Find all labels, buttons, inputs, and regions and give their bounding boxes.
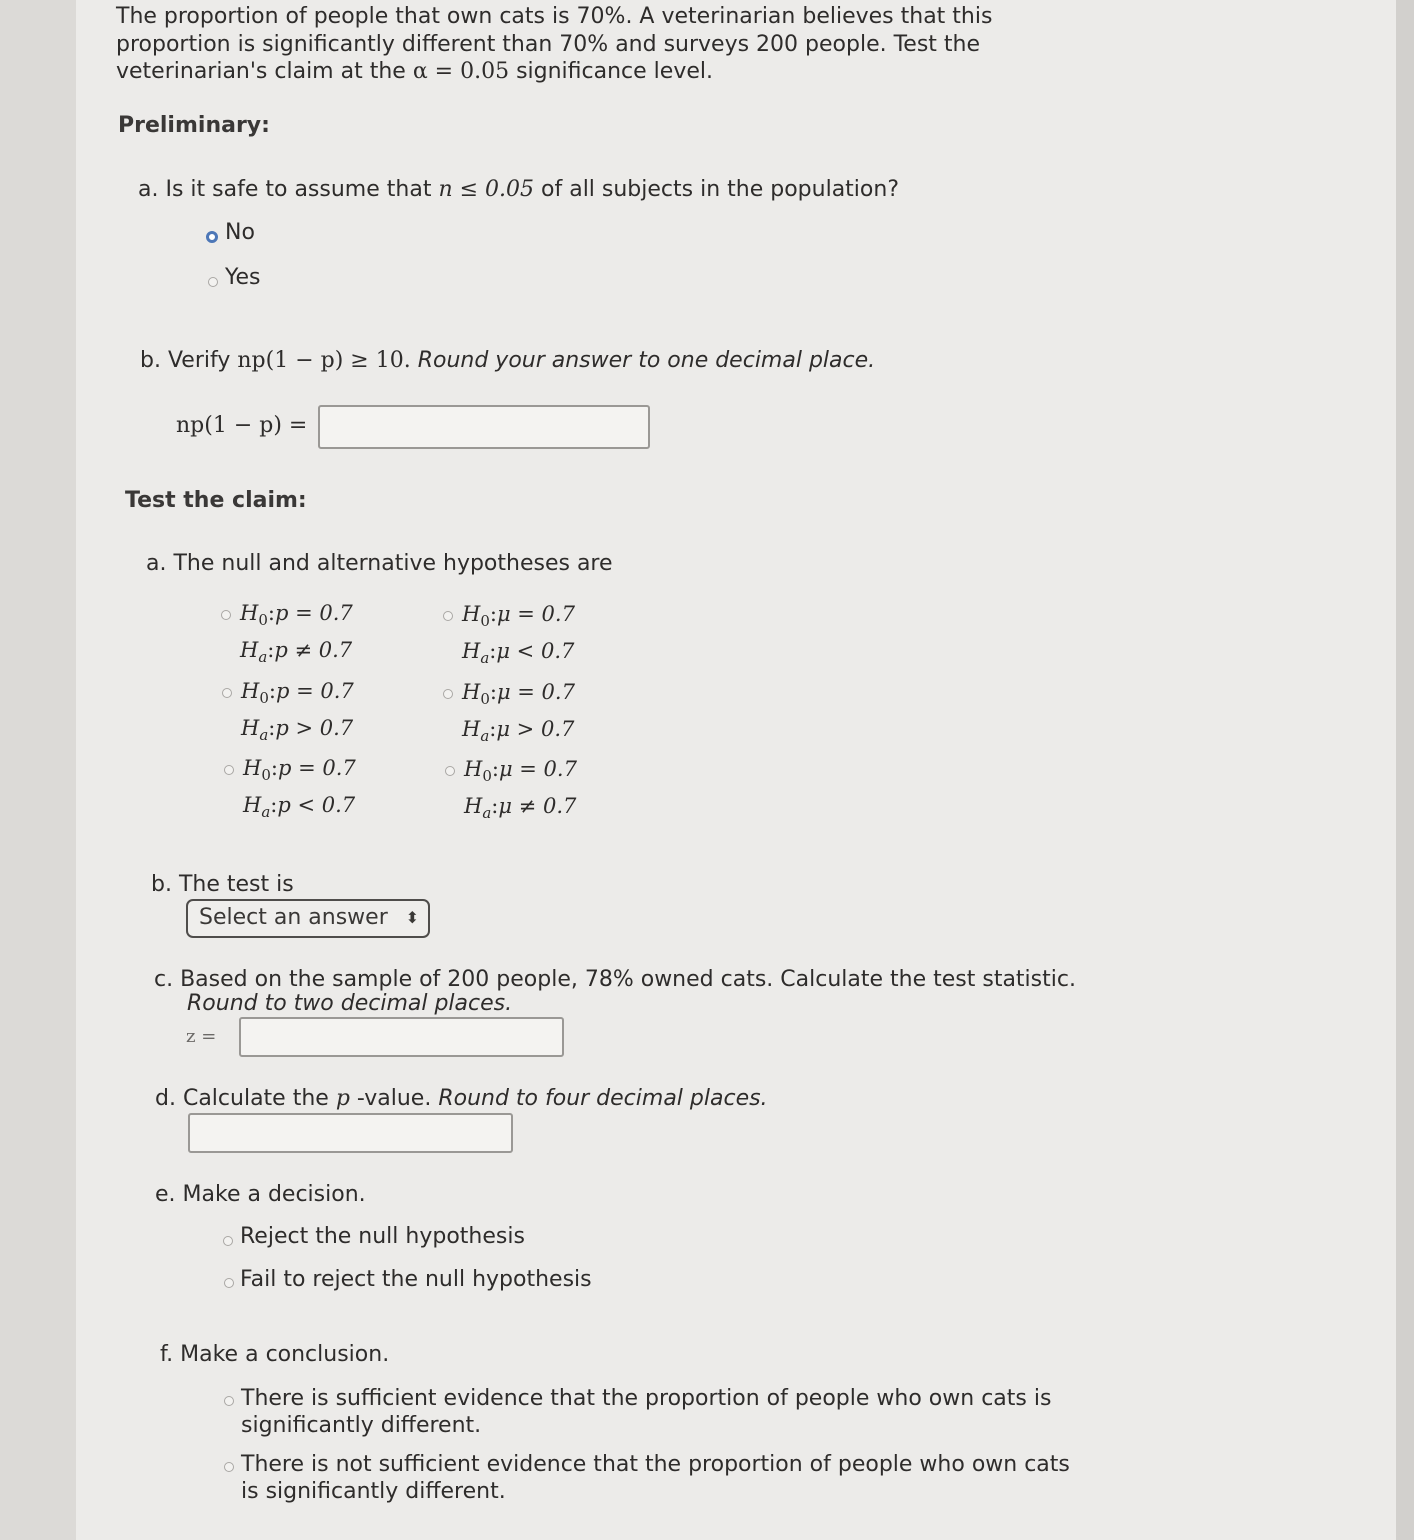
test-claim-heading: Test the claim: [125, 488, 307, 513]
hyp-4-h0: $H_0:\mu = 0.7$ [462, 680, 575, 709]
radio-sufficient[interactable] [224, 1396, 234, 1406]
hyp-option-4[interactable] [462, 677, 575, 751]
hyp-option-2-radio[interactable] [443, 611, 453, 621]
prelim-a-text-pre: Is it safe to assume that [165, 177, 439, 202]
test-d-text-mid: -value. [349, 1086, 439, 1111]
prelim-b-instruction: Round your answer to one decimal place. [417, 348, 876, 373]
alpha-level: α = 0.05 [412, 59, 510, 84]
question-line-3-pre: veterinarian's claim at the [116, 59, 413, 84]
radio-reject[interactable] [223, 1236, 233, 1246]
radio-no-label[interactable]: No [225, 220, 255, 245]
test-a-question [146, 550, 613, 577]
prelim-b-label: b. [140, 348, 161, 373]
test-d-instruction: Round to four decimal places. [438, 1086, 768, 1111]
prelim-a-math: n ≤ 0.05 [438, 177, 535, 202]
hyp-1-ha: $H_a:p \ne 0.7$ [240, 638, 353, 667]
test-e-text: Make a decision. [182, 1182, 366, 1207]
hyp-option-4-radio[interactable] [443, 689, 453, 699]
sufficient-line1: There is sufficient evidence that the proportion of people who own cats is [241, 1386, 1052, 1411]
hyp-option-1-radio[interactable] [221, 610, 231, 620]
test-b-question [151, 871, 294, 898]
page-edge [1396, 0, 1414, 1540]
hyp-6-ha: $H_a:\mu \ne 0.7$ [464, 794, 577, 823]
hyp-4-ha: $H_a:\mu > 0.7$ [462, 717, 575, 746]
prelim-b-question [140, 347, 875, 374]
test-a-text: The null and alternative hypotheses are [173, 551, 613, 576]
question-line-1: The proportion of people that own cats is 70%. A veterinarian believes that this [116, 4, 993, 29]
z-field-label: z = [186, 1026, 217, 1047]
radio-fail-to-reject[interactable] [224, 1278, 234, 1288]
radio-no[interactable] [206, 231, 218, 243]
hyp-2-ha: $H_a:\mu < 0.7$ [462, 639, 575, 668]
preliminary-heading: Preliminary: [118, 113, 270, 138]
prelim-a-question [138, 176, 899, 203]
test-f-label: f. [160, 1342, 174, 1367]
question-line-3-post: significance level. [509, 59, 713, 84]
hyp-1-h0: $H_0:p = 0.7$ [240, 601, 353, 630]
hyp-option-3-radio[interactable] [222, 688, 232, 698]
test-e-label: e. [155, 1182, 176, 1207]
not-sufficient-line1: There is not sufficient evidence that the proportion of people who own cats [241, 1452, 1070, 1477]
hyp-option-6-radio[interactable] [445, 766, 455, 776]
hyp-2-h0: $H_0:\mu = 0.7$ [462, 602, 575, 631]
p-value-input[interactable] [188, 1113, 513, 1153]
np-field-label: np(1 − p) = [176, 413, 308, 438]
test-d-math: p [335, 1086, 350, 1111]
test-c-label: c. [154, 967, 174, 992]
sufficient-line2: significantly different. [241, 1413, 482, 1438]
radio-yes-label[interactable]: Yes [225, 265, 261, 290]
z-input[interactable] [239, 1017, 564, 1057]
hyp-option-3[interactable] [241, 676, 354, 750]
question-line-3 [116, 58, 713, 85]
test-a-label: a. [146, 551, 167, 576]
test-b-label: b. [151, 872, 172, 897]
radio-not-sufficient-label[interactable] [241, 1451, 1070, 1505]
hyp-option-5-radio[interactable] [224, 765, 234, 775]
test-c-question [154, 966, 1076, 993]
prelim-a-text-post: of all subjects in the population? [534, 177, 899, 202]
hyp-5-h0: $H_0:p = 0.7$ [243, 756, 356, 785]
question-line-2: proportion is significantly different than 70% and surveys 200 people. Test the [116, 32, 981, 57]
test-e-question [155, 1181, 366, 1208]
not-sufficient-line2: is significantly different. [241, 1479, 506, 1504]
test-type-select-value: Select an answer [199, 905, 388, 930]
radio-fail-to-reject-label[interactable]: Fail to reject the null hypothesis [240, 1267, 592, 1292]
hyp-5-ha: $H_a:p < 0.7$ [243, 793, 356, 822]
test-f-text: Make a conclusion. [180, 1342, 390, 1367]
test-d-question [155, 1085, 768, 1112]
hyp-option-5[interactable] [243, 753, 356, 827]
hyp-option-2[interactable] [462, 599, 575, 673]
test-d-text-pre: Calculate the [182, 1086, 336, 1111]
hyp-option-1[interactable] [240, 598, 353, 672]
np-input[interactable] [318, 405, 650, 449]
test-f-question [160, 1341, 389, 1368]
radio-reject-label[interactable]: Reject the null hypothesis [240, 1224, 525, 1249]
hyp-6-h0: $H_0:\mu = 0.7$ [464, 757, 577, 786]
radio-sufficient-label[interactable] [241, 1385, 1051, 1439]
test-type-select[interactable] [186, 899, 430, 938]
test-c-line2: Round to two decimal places. [187, 991, 513, 1016]
hyp-3-h0: $H_0:p = 0.7$ [241, 679, 354, 708]
prelim-b-math: np(1 − p) ≥ 10. [237, 348, 411, 373]
select-arrows-icon: ⬍ [405, 908, 419, 927]
hyp-3-ha: $H_a:p > 0.7$ [241, 716, 354, 745]
test-b-text: The test is [178, 872, 294, 897]
test-c-line1: Based on the sample of 200 people, 78% owned cats. Calculate the test statistic. [180, 967, 1076, 992]
radio-not-sufficient[interactable] [224, 1462, 234, 1472]
radio-yes[interactable] [208, 277, 218, 287]
hyp-option-6[interactable] [464, 754, 577, 828]
prelim-a-label: a. [138, 177, 159, 202]
prelim-b-text-pre: Verify [167, 348, 238, 373]
test-d-label: d. [155, 1086, 176, 1111]
